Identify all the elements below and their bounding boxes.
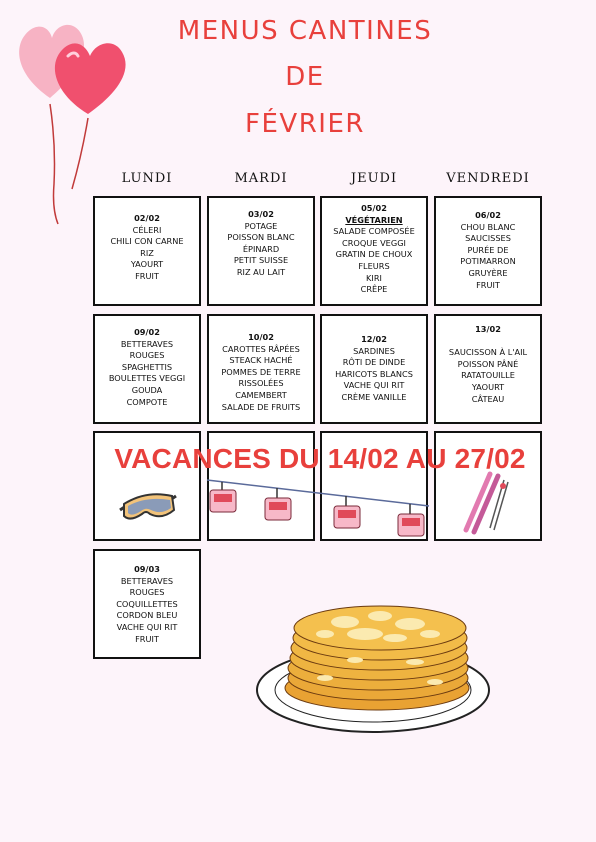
ski-goggles-icon — [118, 488, 178, 524]
menu-item: STEACK HACHÉ — [229, 355, 293, 366]
day-header-mardi: MARDI — [234, 171, 288, 186]
title-line-3: FÉVRIER — [245, 109, 365, 139]
menu-item: ROUGES — [129, 350, 165, 361]
title-line-1: MENUS CANTINES — [177, 16, 433, 46]
menu-item: POTIMARRON — [460, 256, 516, 267]
menu-item: SPAGHETTIS — [121, 361, 173, 372]
menu-date: 03/02 — [248, 209, 274, 219]
menu-item: POMMES DE TERRE — [221, 366, 301, 377]
menu-item: RISSOLÉES — [238, 378, 284, 389]
menu-item: CAMEMBERT — [235, 389, 287, 400]
menu-item: FRUIT — [476, 279, 500, 290]
day-header-lundi: LUNDI — [121, 171, 173, 186]
menu-cell-0502 — [320, 196, 428, 306]
menu-date: 05/02 — [361, 203, 387, 213]
menu-cell-0302 — [207, 196, 315, 306]
menu-cell-0903 — [93, 549, 201, 659]
menu-item: BOULETTES VEGGI — [108, 373, 186, 384]
menu-item: BETTERAVES — [120, 338, 174, 349]
menu-date: 09/03 — [134, 564, 160, 574]
day-header-jeudi: JEUDI — [350, 171, 398, 186]
vegetarian-label: VÉGÉTARIEN — [345, 214, 403, 225]
menu-item: ÉPINARD — [242, 243, 280, 254]
menu-date: 09/02 — [134, 327, 160, 337]
crepes-plate-icon — [255, 598, 491, 736]
menu-date: 13/02 — [475, 324, 501, 334]
menu-item: GRATIN DE CHOUX — [335, 249, 413, 260]
menu-item: RIZ — [140, 247, 154, 258]
menu-item: CRÊPE — [360, 284, 388, 295]
menu-item: YAOURT — [471, 381, 505, 392]
menu-item: CORDON BLEU — [116, 610, 178, 621]
menu-item: FLEURS — [358, 260, 390, 271]
menu-item: KIRI — [366, 272, 382, 283]
menu-item: SAUCISSON À L'AIL — [448, 347, 528, 358]
menu-item: CHILI CON CARNE — [110, 236, 184, 247]
menu-item: SALADE COMPOSÉE — [333, 226, 415, 237]
menu-cell-0202 — [93, 196, 201, 306]
menu-cell-0902 — [93, 314, 201, 424]
menu-item: CÉLERI — [132, 224, 162, 235]
menu-item: RATATOUILLE — [461, 370, 515, 381]
menu-item: FRUIT — [135, 633, 159, 644]
heart-balloons-icon — [10, 14, 140, 224]
menu-item — [436, 336, 540, 348]
menu-item: RÔTI DE DINDE — [342, 357, 406, 368]
menu-item: ROUGES — [129, 587, 165, 598]
menu-cell-0602 — [434, 196, 542, 306]
menu-date: 06/02 — [475, 210, 501, 220]
menu-date: 02/02 — [134, 213, 160, 223]
menu-item: PURÉE DE — [467, 244, 509, 255]
menu-item: CRÈME VANILLE — [341, 391, 407, 402]
menu-item: GOUDA — [131, 384, 163, 395]
title-line-2: DE — [285, 62, 325, 92]
vacation-banner: VACANCES DU 14/02 AU 27/02 — [114, 443, 526, 474]
menu-item: PETIT SUISSE — [233, 255, 289, 266]
menu-date: 12/02 — [361, 334, 387, 344]
menu-item: FRUIT — [135, 270, 159, 281]
menu-cell-1302 — [434, 314, 542, 424]
menu-cell-1202 — [320, 314, 428, 424]
menu-item: POISSON PÂNÉ — [457, 358, 519, 369]
day-header-vendredi: VENDREDI — [446, 171, 530, 186]
menu-item: BETTERAVES — [120, 575, 174, 586]
skis-icon — [460, 472, 510, 534]
menu-item: GRUYÈRE — [468, 267, 508, 278]
menu-item: VACHE QUI RIT — [343, 380, 405, 391]
menu-cell-1002 — [207, 314, 315, 424]
menu-item: YAOURT — [130, 259, 164, 270]
menu-item: CROQUE VEGGI — [342, 237, 406, 248]
menu-item: POISSON BLANC — [227, 232, 295, 243]
menu-item: SALADE DE FRUITS — [221, 401, 301, 412]
menu-item: COQUILLETTES — [116, 598, 178, 609]
menu-item: CHOU BLANC — [460, 221, 516, 232]
menu-item: COMPOTE — [126, 396, 168, 407]
menu-item: RIZ AU LAIT — [236, 266, 286, 277]
cable-car-icon — [207, 476, 432, 542]
menu-date: 10/02 — [248, 332, 274, 342]
menu-item: HARICOTS BLANCS — [335, 368, 413, 379]
menu-item: POTAGE — [244, 220, 278, 231]
menu-item: VACHE QUI RIT — [116, 621, 178, 632]
menu-item: CÂTEAU — [471, 393, 505, 404]
menu-item: SARDINES — [353, 345, 395, 356]
menu-item: CAROTTES RÂPÉES — [222, 343, 300, 354]
menu-item: SAUCISSES — [465, 233, 511, 244]
